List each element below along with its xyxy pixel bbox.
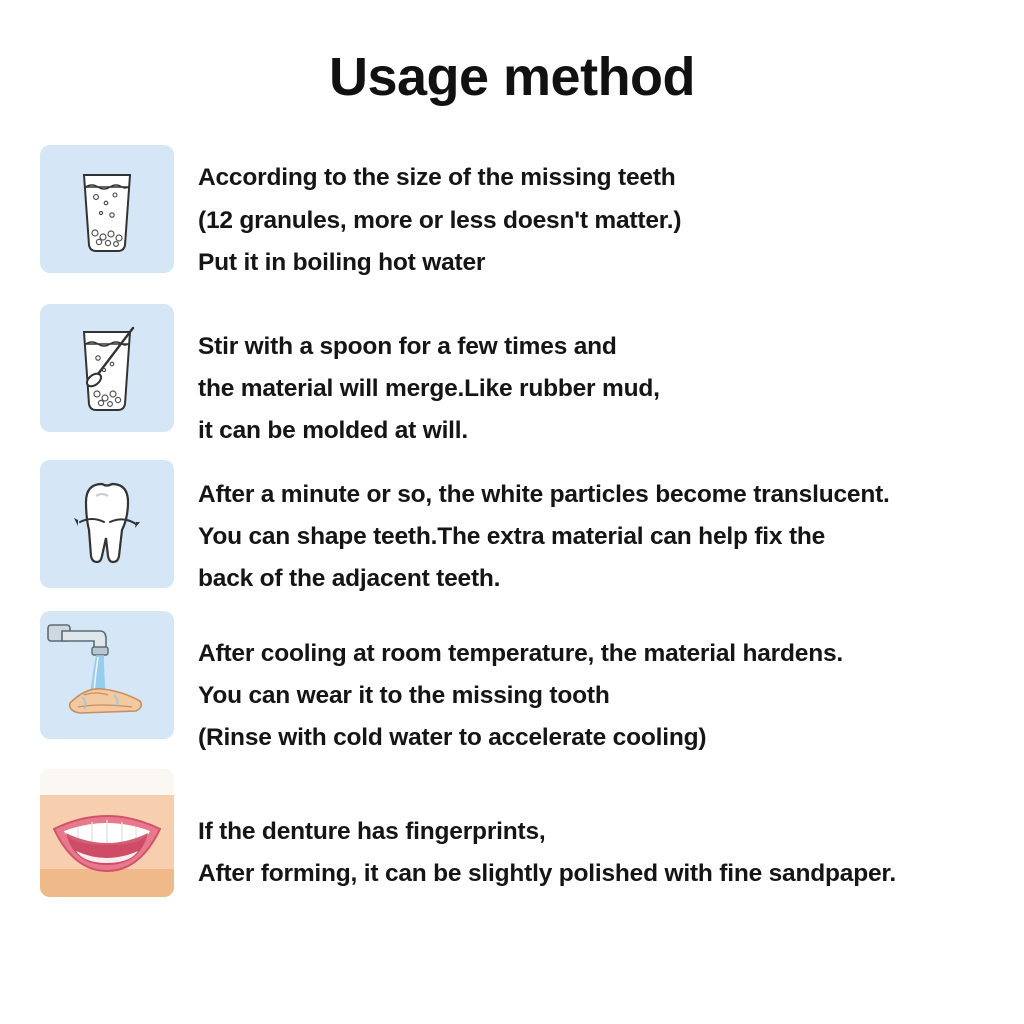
step-text <box>198 769 896 895</box>
step-line: Put it in boiling hot water <box>198 248 486 276</box>
step-line: After a minute or so, the white particles become translucent. <box>198 481 890 509</box>
step-line: (Rinse with cold water to accelerate cooling) <box>198 723 707 751</box>
glass-of-water-with-granules-icon <box>40 145 174 273</box>
glass-with-spoon-stirring-icon <box>40 304 174 432</box>
step-line: You can shape teeth.The extra material can help fix the <box>198 523 826 551</box>
step-text <box>198 145 681 283</box>
step-item <box>0 304 1024 452</box>
step-line: You can wear it to the missing tooth <box>198 681 610 709</box>
step-line: After forming, it can be slightly polished with fine sandpaper. <box>198 860 896 888</box>
step-item <box>0 460 1024 600</box>
step-line: the material will merge.Like rubber mud, <box>198 374 660 402</box>
page-title: Usage method <box>328 47 696 107</box>
faucet-running-water-over-hands-icon <box>40 611 174 739</box>
smiling-mouth-with-teeth-icon <box>40 769 174 897</box>
step-item <box>0 611 1024 759</box>
step-text <box>198 304 660 452</box>
steps-list <box>0 145 1024 897</box>
tooth-shaping-icon <box>40 460 174 588</box>
step-line: (12 granules, more or less doesn't matter.) <box>198 206 682 234</box>
step-text <box>198 611 843 759</box>
step-line: After cooling at room temperature, the material hardens. <box>198 639 844 667</box>
step-line: Stir with a spoon for a few times and <box>198 332 617 360</box>
step-line: If the denture has fingerprints, <box>198 817 546 845</box>
step-item <box>0 769 1024 897</box>
step-line: According to the size of the missing teeth <box>198 164 676 192</box>
step-line: back of the adjacent teeth. <box>198 565 501 593</box>
step-text <box>198 460 890 600</box>
step-line: it can be molded at will. <box>198 417 468 445</box>
step-item <box>0 145 1024 283</box>
